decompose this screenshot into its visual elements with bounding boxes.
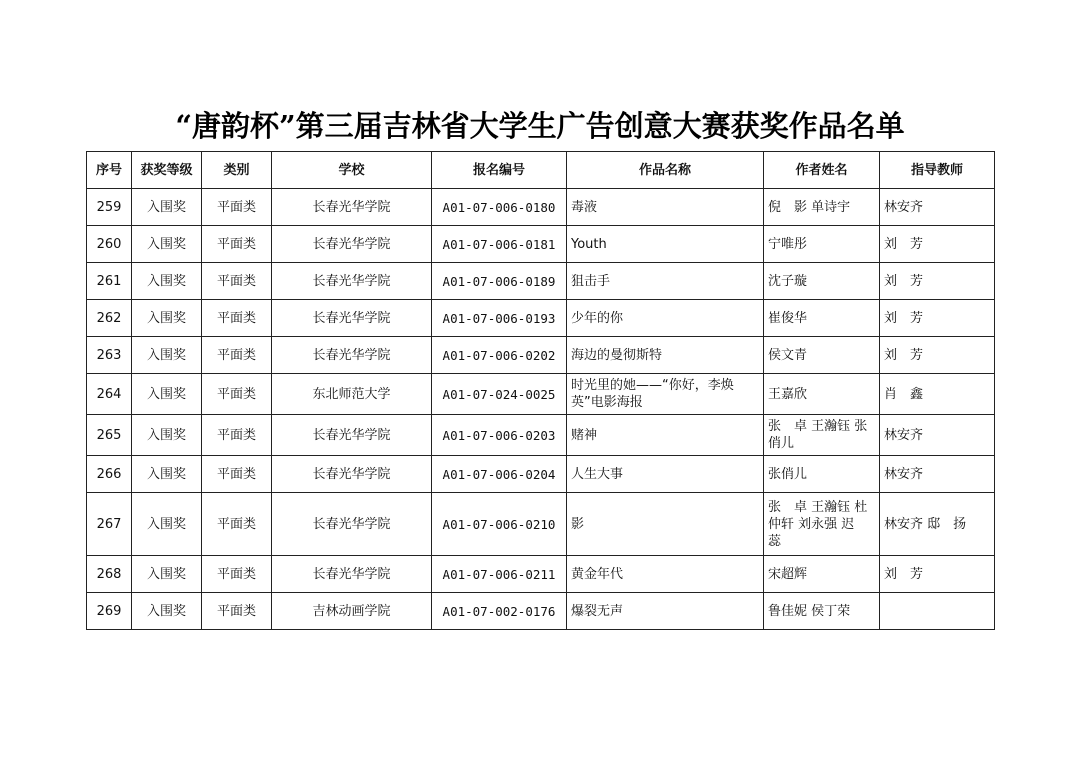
cell-work: 黄金年代 (567, 556, 764, 593)
cell-authors: 张 卓 王瀚钰 杜仲轩 刘永强 迟 蕊 (764, 493, 880, 556)
cell-level: 入围奖 (132, 556, 202, 593)
header-advisor: 指导教师 (880, 152, 995, 189)
cell-work: 爆裂无声 (567, 593, 764, 630)
page-title: “唐韵杯”第三届吉林省大学生广告创意大赛获奖作品名单 (175, 109, 905, 143)
cell-level: 入围奖 (132, 493, 202, 556)
cell-advisor: 刘 芳 (880, 337, 995, 374)
table-row (87, 226, 995, 263)
cell-category: 平面类 (202, 263, 272, 300)
table-header-row (87, 152, 995, 189)
cell-school: 长春光华学院 (272, 226, 432, 263)
cell-advisor: 林安齐 邸 扬 (880, 493, 995, 556)
cell-advisor: 刘 芳 (880, 556, 995, 593)
cell-work: 海边的曼彻斯特 (567, 337, 764, 374)
cell-work: 时光里的她——“你好，李焕英”电影海报 (567, 374, 764, 415)
cell-authors: 崔俊华 (764, 300, 880, 337)
cell-level: 入围奖 (132, 300, 202, 337)
header-reg-id: 报名编号 (432, 152, 567, 189)
cell-reg-id: A01-07-006-0189 (432, 263, 567, 300)
table-row (87, 300, 995, 337)
cell-authors: 王嘉欣 (764, 374, 880, 415)
cell-advisor (880, 593, 995, 630)
cell-work: 影 (567, 493, 764, 556)
cell-school: 长春光华学院 (272, 189, 432, 226)
header-work: 作品名称 (567, 152, 764, 189)
cell-advisor: 刘 芳 (880, 226, 995, 263)
cell-category: 平面类 (202, 374, 272, 415)
cell-reg-id: A01-07-006-0202 (432, 337, 567, 374)
cell-reg-id: A01-07-006-0193 (432, 300, 567, 337)
cell-reg-id: A01-07-006-0211 (432, 556, 567, 593)
cell-category: 平面类 (202, 593, 272, 630)
cell-work: 赌神 (567, 415, 764, 456)
cell-authors: 沈子璇 (764, 263, 880, 300)
cell-work: 少年的你 (567, 300, 764, 337)
cell-authors: 张俏儿 (764, 456, 880, 493)
cell-no: 260 (87, 226, 132, 263)
cell-level: 入围奖 (132, 189, 202, 226)
cell-reg-id: A01-07-002-0176 (432, 593, 567, 630)
cell-no: 264 (87, 374, 132, 415)
cell-school: 长春光华学院 (272, 337, 432, 374)
cell-school: 长春光华学院 (272, 263, 432, 300)
table-row (87, 456, 995, 493)
cell-no: 269 (87, 593, 132, 630)
header-authors: 作者姓名 (764, 152, 880, 189)
cell-authors: 宋超辉 (764, 556, 880, 593)
cell-school: 长春光华学院 (272, 493, 432, 556)
cell-work: 人生大事 (567, 456, 764, 493)
cell-work: 毒液 (567, 189, 764, 226)
cell-advisor: 刘 芳 (880, 263, 995, 300)
cell-authors: 鲁佳妮 侯丁荣 (764, 593, 880, 630)
table-row (87, 415, 995, 456)
cell-no: 261 (87, 263, 132, 300)
cell-level: 入围奖 (132, 374, 202, 415)
awards-table (86, 151, 995, 630)
cell-level: 入围奖 (132, 593, 202, 630)
table-row (87, 189, 995, 226)
cell-reg-id: A01-07-006-0204 (432, 456, 567, 493)
cell-category: 平面类 (202, 189, 272, 226)
cell-school: 长春光华学院 (272, 415, 432, 456)
cell-no: 259 (87, 189, 132, 226)
cell-authors: 侯文青 (764, 337, 880, 374)
table-row (87, 374, 995, 415)
cell-category: 平面类 (202, 226, 272, 263)
cell-no: 268 (87, 556, 132, 593)
cell-level: 入围奖 (132, 456, 202, 493)
cell-reg-id: A01-07-006-0180 (432, 189, 567, 226)
cell-no: 266 (87, 456, 132, 493)
cell-no: 267 (87, 493, 132, 556)
cell-school: 东北师范大学 (272, 374, 432, 415)
cell-category: 平面类 (202, 456, 272, 493)
cell-authors: 宁唯彤 (764, 226, 880, 263)
table-row (87, 593, 995, 630)
header-school: 学校 (272, 152, 432, 189)
cell-school: 长春光华学院 (272, 556, 432, 593)
cell-authors: 倪 影 单诗宇 (764, 189, 880, 226)
table-row (87, 337, 995, 374)
cell-reg-id: A01-07-006-0203 (432, 415, 567, 456)
header-no: 序号 (87, 152, 132, 189)
header-level: 获奖等级 (132, 152, 202, 189)
cell-advisor: 肖 鑫 (880, 374, 995, 415)
cell-category: 平面类 (202, 415, 272, 456)
cell-advisor: 刘 芳 (880, 300, 995, 337)
cell-category: 平面类 (202, 556, 272, 593)
cell-level: 入围奖 (132, 337, 202, 374)
cell-school: 长春光华学院 (272, 456, 432, 493)
header-category: 类别 (202, 152, 272, 189)
cell-work: 狙击手 (567, 263, 764, 300)
cell-no: 265 (87, 415, 132, 456)
cell-advisor: 林安齐 (880, 189, 995, 226)
cell-reg-id: A01-07-006-0181 (432, 226, 567, 263)
cell-level: 入围奖 (132, 415, 202, 456)
cell-reg-id: A01-07-024-0025 (432, 374, 567, 415)
table-row (87, 263, 995, 300)
table-row (87, 493, 995, 556)
cell-level: 入围奖 (132, 263, 202, 300)
cell-category: 平面类 (202, 300, 272, 337)
cell-school: 长春光华学院 (272, 300, 432, 337)
cell-authors: 张 卓 王瀚钰 张俏儿 (764, 415, 880, 456)
cell-work: Youth (567, 226, 764, 263)
table-row (87, 556, 995, 593)
cell-advisor: 林安齐 (880, 415, 995, 456)
cell-level: 入围奖 (132, 226, 202, 263)
cell-reg-id: A01-07-006-0210 (432, 493, 567, 556)
cell-category: 平面类 (202, 337, 272, 374)
cell-advisor: 林安齐 (880, 456, 995, 493)
cell-no: 263 (87, 337, 132, 374)
cell-category: 平面类 (202, 493, 272, 556)
cell-no: 262 (87, 300, 132, 337)
cell-school: 吉林动画学院 (272, 593, 432, 630)
